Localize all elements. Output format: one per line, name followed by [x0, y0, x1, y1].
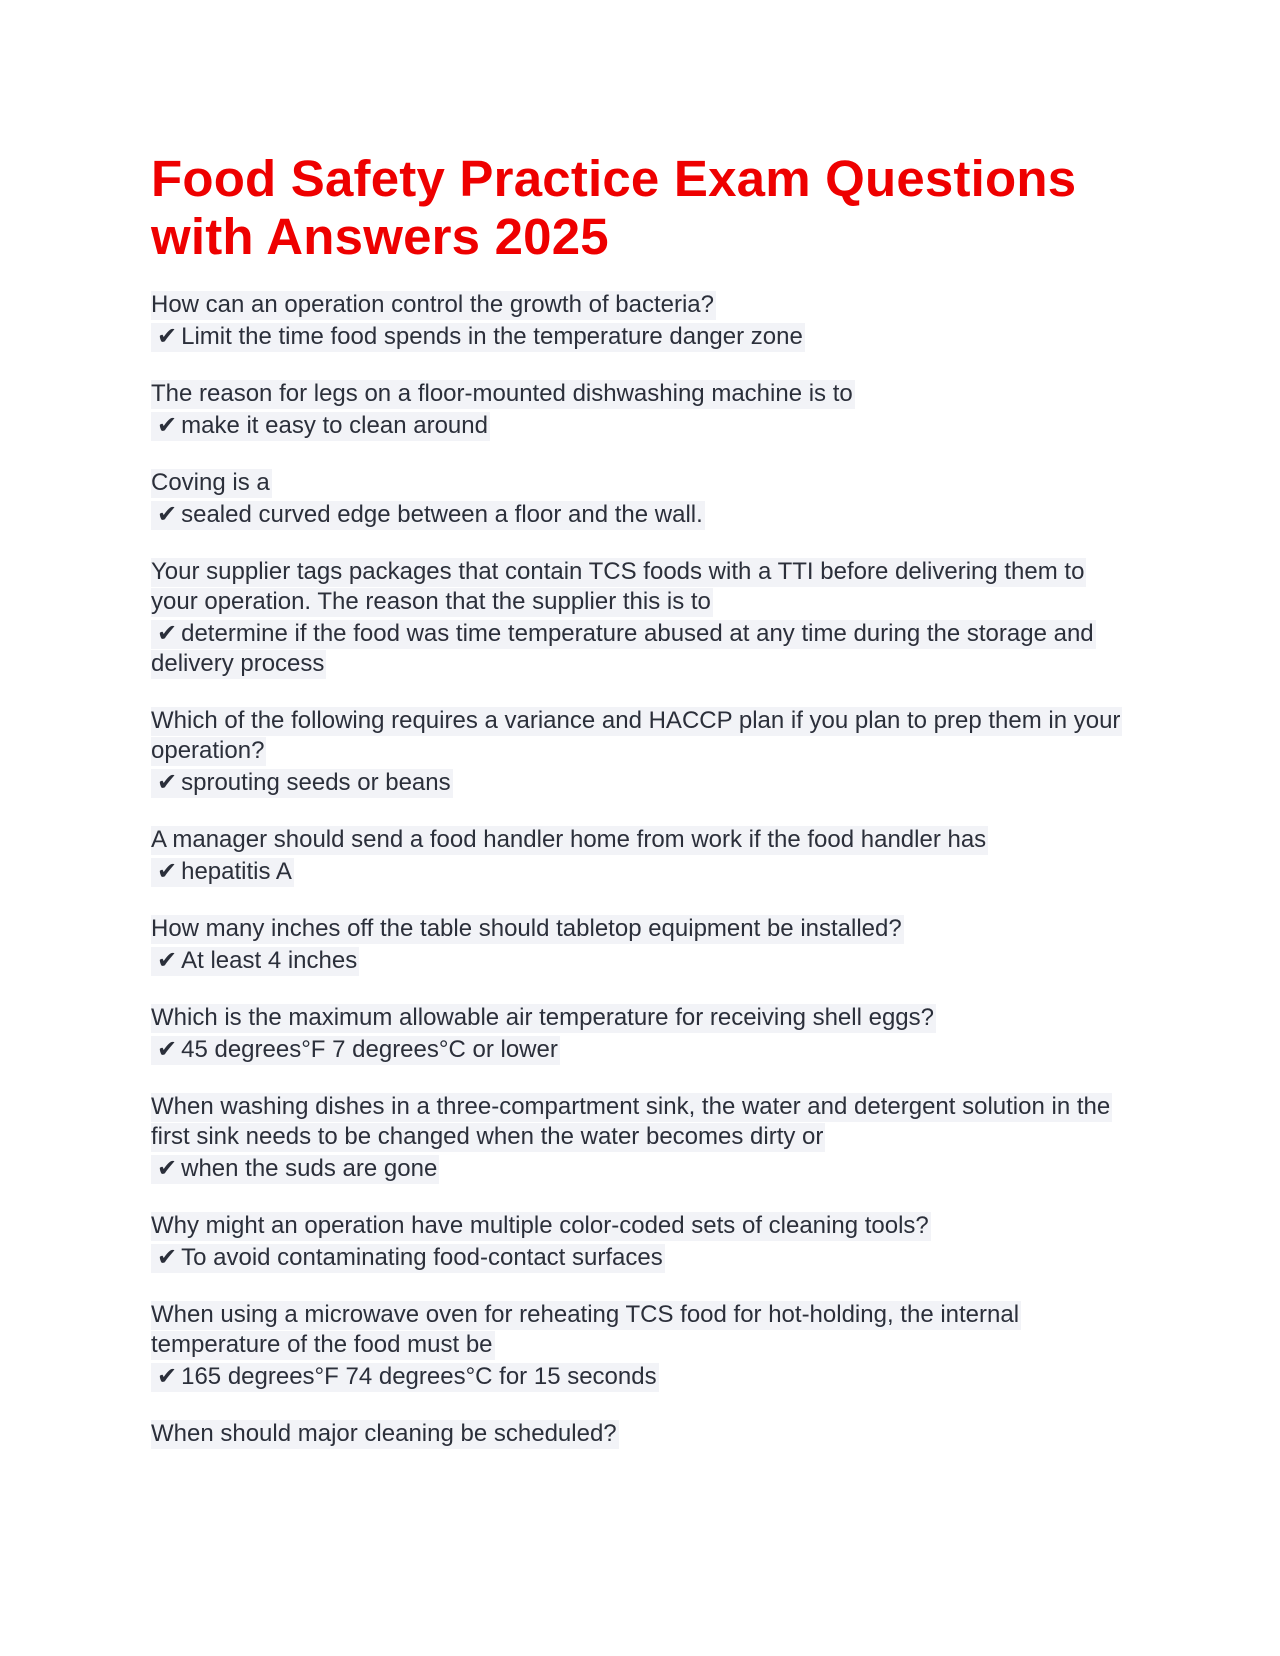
- document-page: [151, 150, 1131, 1476]
- qa-item: [151, 914, 1131, 976]
- question-text: Coving is a: [151, 469, 270, 496]
- question-text: Your supplier tags packages that contain TCS foods with a TTI before delivering them to your operation. The reason that the supplier this is to: [151, 558, 1085, 615]
- answer-text: At least 4 inches: [181, 947, 358, 974]
- check-icon: ✔: [151, 323, 181, 352]
- qa-item: [151, 1300, 1131, 1392]
- check-icon: ✔: [151, 501, 181, 530]
- page-title: Food Safety Practice Exam Questions with Answers 2025: [151, 150, 1077, 265]
- question-text: How many inches off the table should tabletop equipment be installed?: [151, 915, 902, 942]
- answer-text: Limit the time food spends in the temperature danger zone: [181, 323, 803, 350]
- question-text: When should major cleaning be scheduled?: [151, 1420, 617, 1447]
- check-icon: ✔: [151, 620, 181, 649]
- qa-item: [151, 825, 1131, 887]
- answer-text: sealed curved edge between a floor and the wall.: [181, 501, 703, 528]
- answer-text: 45 degrees°F 7 degrees°C or lower: [181, 1036, 558, 1063]
- check-icon: ✔: [151, 1363, 181, 1392]
- question-text: When using a microwave oven for reheating TCS food for hot-holding, the internal temperature of the food must be: [151, 1301, 1020, 1358]
- qa-item: [151, 1092, 1131, 1184]
- answer-text: determine if the food was time temperature abused at any time during the storage and delivery process: [151, 620, 1094, 677]
- check-icon: ✔: [151, 412, 181, 441]
- qa-item: [151, 1003, 1131, 1065]
- question-text: A manager should send a food handler home from work if the food handler has: [151, 826, 987, 853]
- qa-item: [151, 290, 1131, 352]
- question-text: Which is the maximum allowable air temperature for receiving shell eggs?: [151, 1004, 934, 1031]
- question-text: How can an operation control the growth of bacteria?: [151, 291, 715, 318]
- qa-item: [151, 468, 1131, 530]
- qa-item: [151, 379, 1131, 441]
- check-icon: ✔: [151, 858, 181, 887]
- question-text: When washing dishes in a three-compartment sink, the water and detergent solution in the first sink needs to be changed when the water becomes dirty or: [151, 1093, 1111, 1150]
- qa-item: [151, 557, 1131, 679]
- answer-text: when the suds are gone: [181, 1155, 438, 1182]
- question-text: Which of the following requires a variance and HACCP plan if you plan to prep them in your operation?: [151, 707, 1121, 764]
- qa-item: [151, 706, 1131, 798]
- answer-text: 165 degrees°F 74 degrees°C for 15 seconds: [181, 1363, 657, 1390]
- answer-text: sprouting seeds or beans: [181, 769, 451, 796]
- qa-item: [151, 1211, 1131, 1273]
- qa-item: [151, 1419, 1131, 1449]
- answer-text: make it easy to clean around: [181, 412, 488, 439]
- question-text: The reason for legs on a floor-mounted dishwashing machine is to: [151, 380, 853, 407]
- check-icon: ✔: [151, 1036, 181, 1065]
- check-icon: ✔: [151, 947, 181, 976]
- check-icon: ✔: [151, 769, 181, 798]
- check-icon: ✔: [151, 1155, 181, 1184]
- question-text: Why might an operation have multiple color-coded sets of cleaning tools?: [151, 1212, 929, 1239]
- answer-text: hepatitis A: [181, 858, 292, 885]
- check-icon: ✔: [151, 1244, 181, 1273]
- answer-text: To avoid contaminating food-contact surfaces: [181, 1244, 663, 1271]
